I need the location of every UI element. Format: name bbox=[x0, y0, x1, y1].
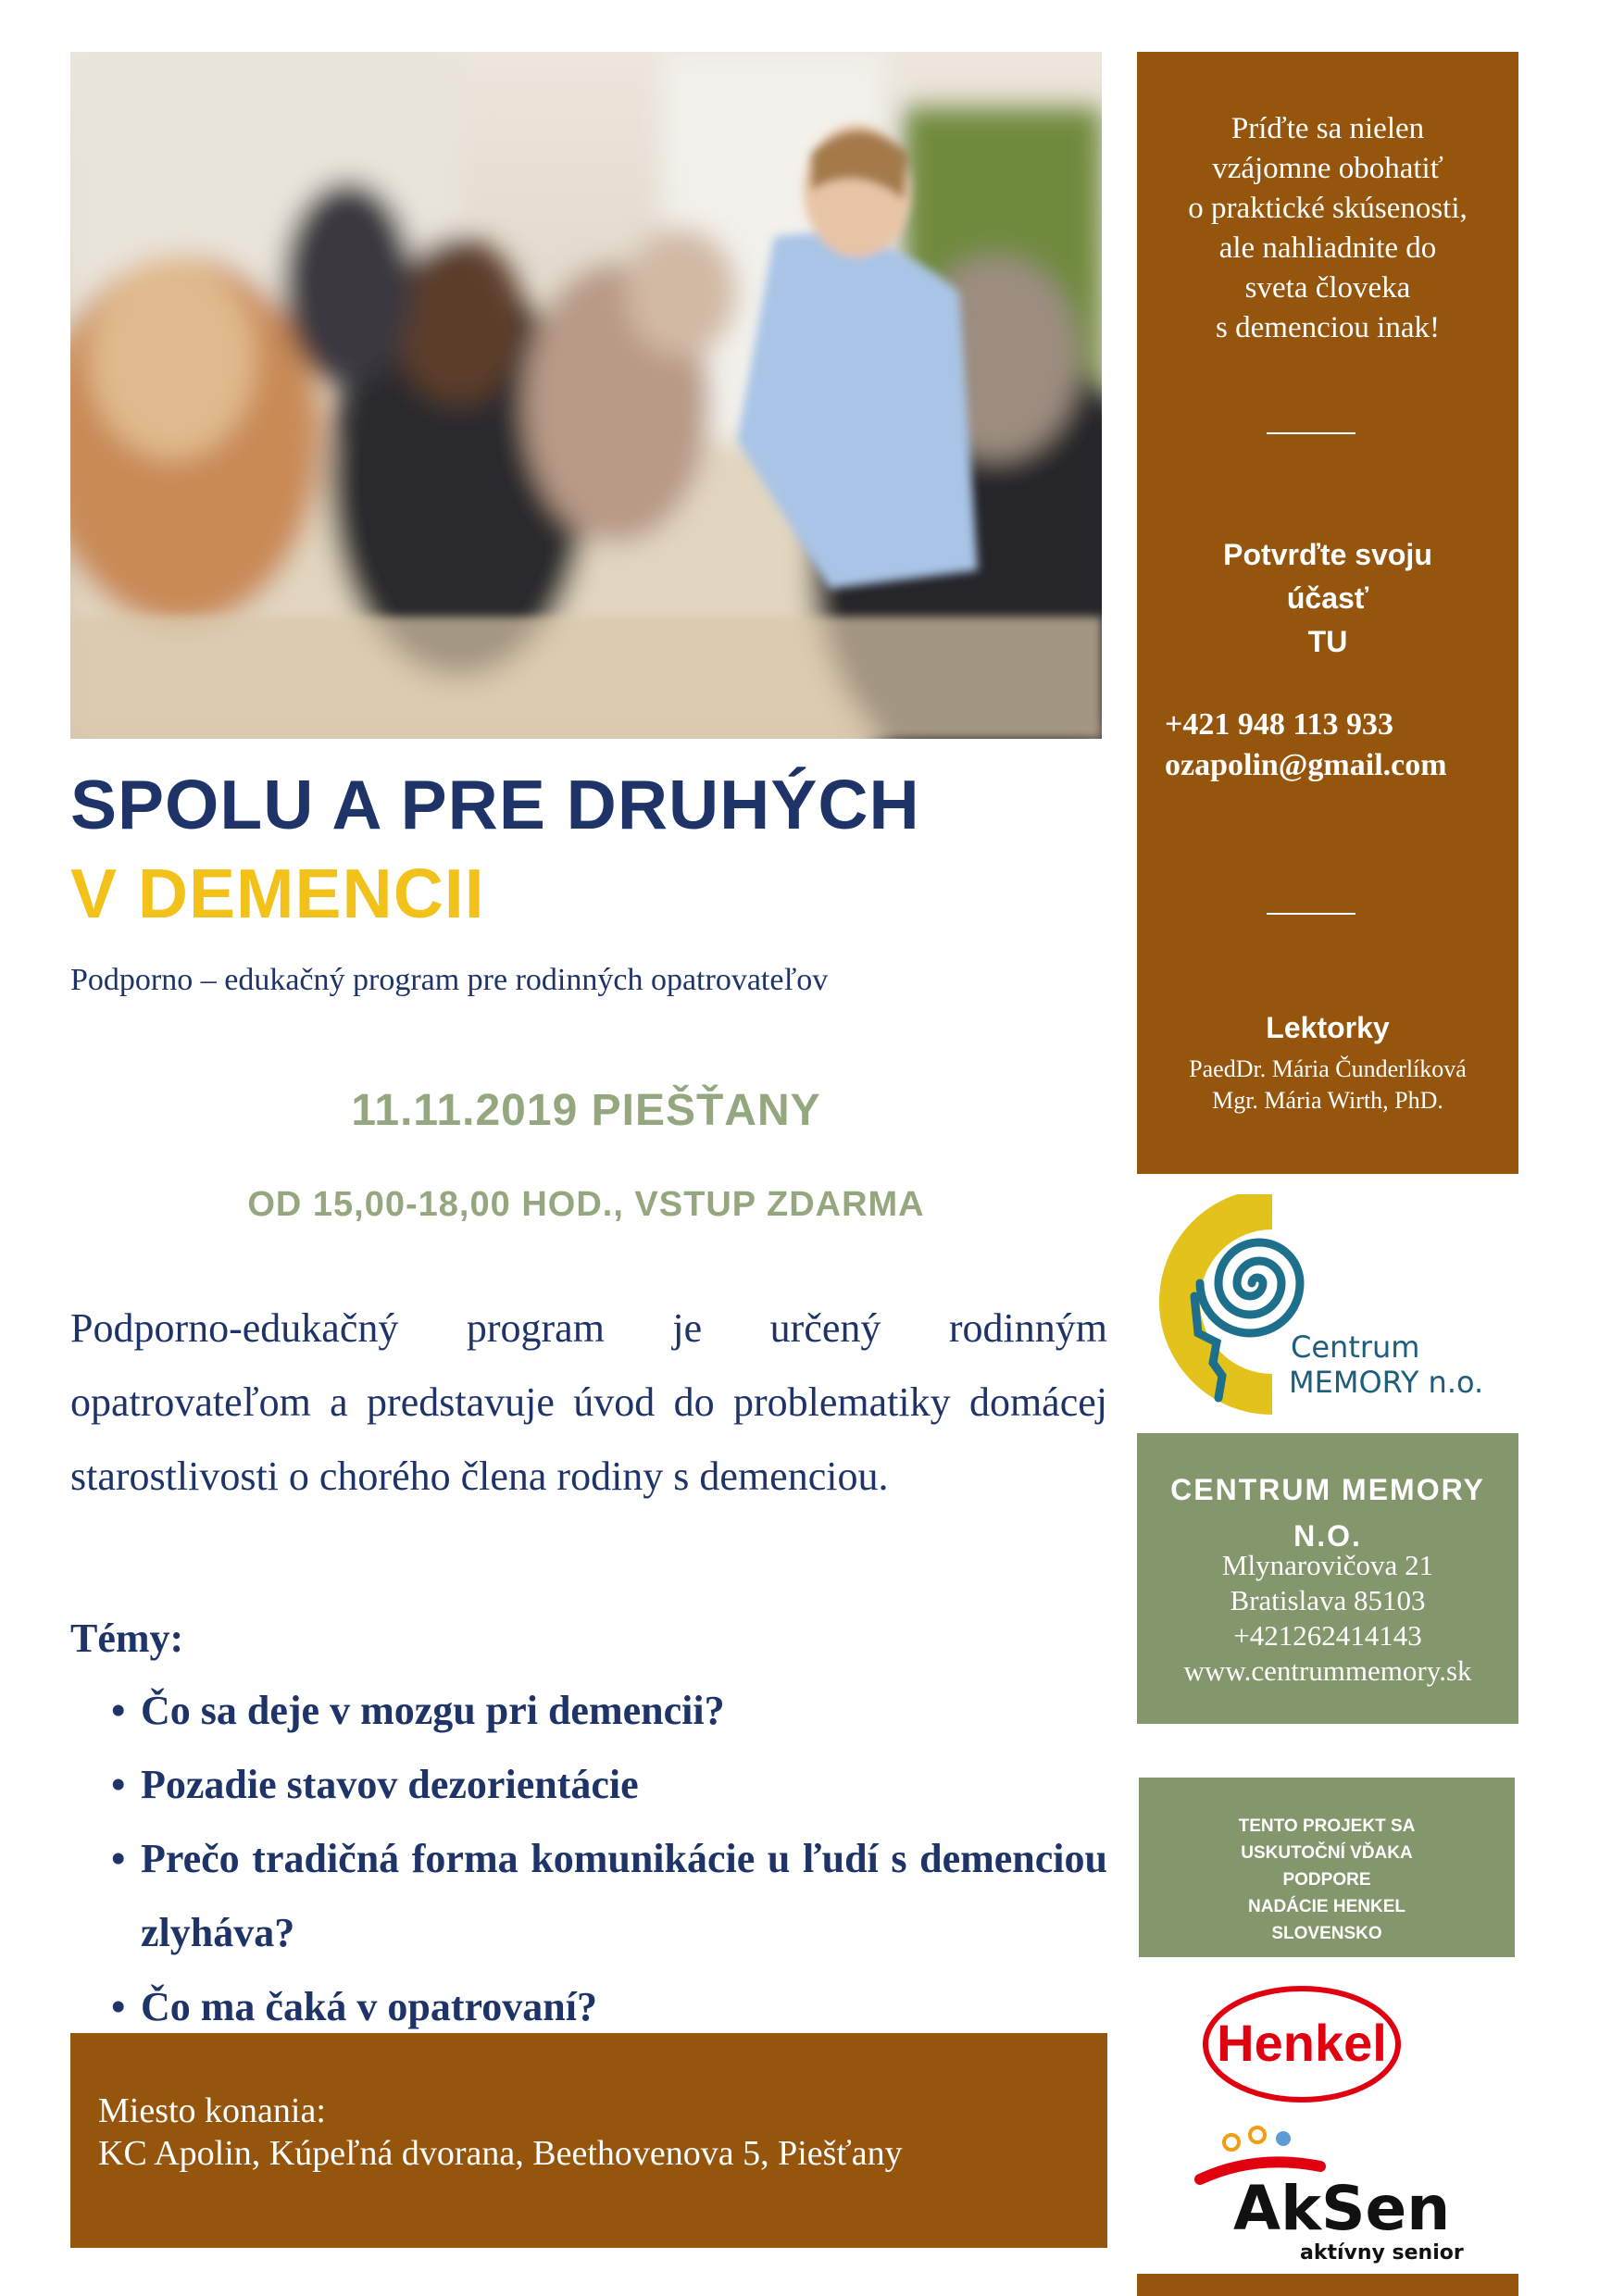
henkel-logo bbox=[1200, 1983, 1404, 2105]
workshop-photo-illustration bbox=[70, 52, 1102, 739]
invite-line: s demenciou inak! bbox=[1216, 311, 1440, 344]
organizer-website[interactable]: www.centrummemory.sk bbox=[1183, 1654, 1472, 1687]
logo-text-centrum: Centrum bbox=[1291, 1329, 1420, 1365]
divider bbox=[1267, 913, 1355, 915]
invite-line: sveta človeka bbox=[1244, 271, 1411, 305]
confirm-line: Potvrďte svoju bbox=[1223, 538, 1432, 571]
organizer-name bbox=[1137, 1466, 1518, 1559]
sponsor-line: USKUTOČNÍ VĎAKA bbox=[1241, 1843, 1413, 1863]
bullet-icon: • bbox=[111, 1688, 126, 1733]
topic-text: Čo sa deje v mozgu pri demencii? bbox=[141, 1688, 725, 1733]
invite-line: vzájomne obohatiť bbox=[1212, 152, 1443, 185]
event-subtitle: Podporno – edukačný program pre rodinných opatrovateľov bbox=[70, 963, 829, 997]
bullet-icon: • bbox=[111, 1836, 126, 1881]
venue-box bbox=[70, 2033, 1107, 2248]
topic-text: Čo ma čaká v opatrovaní? bbox=[141, 1984, 597, 2029]
sponsor-line: NADÁCIE HENKEL bbox=[1248, 1897, 1405, 1916]
invite-line: ale nahliadnite do bbox=[1218, 231, 1437, 265]
venue-label: Miesto konania: bbox=[98, 2091, 326, 2130]
event-date-place: 11.11.2019 PIEŠŤANY bbox=[351, 1086, 821, 1135]
aksen-logo-graphic bbox=[1191, 2120, 1468, 2268]
aksen-wordmark: AkSen bbox=[1233, 2173, 1451, 2244]
lecturers-title: Lektorky bbox=[1266, 1011, 1390, 1044]
topic-text: Pozadie stavov dezorientácie bbox=[141, 1762, 639, 1807]
invite-line: o praktické skúsenosti, bbox=[1188, 192, 1468, 225]
contact-email[interactable]: ozapolin@gmail.com bbox=[1165, 748, 1447, 782]
organizer-city: Bratislava 85103 bbox=[1230, 1584, 1426, 1616]
organizer-name-line: N.O. bbox=[1293, 1519, 1362, 1553]
confirm-line: účasť bbox=[1286, 581, 1369, 615]
topic-text: Prečo tradičná forma komunikácie u ľudí s demenciou zlyháva? bbox=[141, 1836, 1107, 1955]
lecturer-name: Mgr. Mária Wirth, PhD. bbox=[1212, 1087, 1443, 1114]
event-title-line-1: SPOLU A PRE DRUHÝCH bbox=[70, 766, 920, 843]
centrum-memory-logo bbox=[1133, 1194, 1504, 1416]
logo-text-memory: MEMORY n.o. bbox=[1289, 1365, 1484, 1400]
lecturers-list bbox=[1137, 1054, 1518, 1117]
invite-line: Príďte sa nielen bbox=[1230, 112, 1425, 145]
organizer-address bbox=[1137, 1548, 1518, 1689]
event-time-entry: OD 15,00-18,00 HOD., VSTUP ZDARMA bbox=[247, 1185, 925, 1224]
confirm-attendance bbox=[1137, 533, 1518, 664]
sponsor-box bbox=[1139, 1778, 1515, 1957]
sponsor-line: TENTO PROJEKT SA bbox=[1238, 1816, 1416, 1836]
list-item bbox=[70, 1674, 1107, 1748]
organizer-name-line: CENTRUM MEMORY bbox=[1170, 1473, 1485, 1506]
sponsor-line: SLOVENSKO bbox=[1271, 1924, 1382, 1943]
intro-paragraph: Podporno-edukačný program je určený rodinným opatrovateľom a predstavuje úvod do problematiky domácej starostlivosti o chorého člena rodiny s demenciou. bbox=[70, 1305, 1107, 1499]
topics-heading: Témy: bbox=[70, 1616, 184, 1661]
sponsor-line: PODPORE bbox=[1282, 1870, 1371, 1890]
henkel-logo-graphic bbox=[1200, 1983, 1404, 2105]
lecturer-name: PaedDr. Mária Čunderlíková bbox=[1189, 1055, 1467, 1082]
divider bbox=[1267, 432, 1355, 434]
centrum-memory-logo-graphic bbox=[1133, 1194, 1504, 1416]
bottom-accent-bar bbox=[1137, 2274, 1518, 2296]
bullet-icon: • bbox=[111, 1984, 126, 2029]
henkel-wordmark: Henkel bbox=[1217, 2014, 1387, 2072]
bullet-icon: • bbox=[111, 1762, 126, 1807]
organizer-box bbox=[1137, 1433, 1518, 1724]
list-item bbox=[70, 1748, 1107, 1822]
topics-list bbox=[70, 1674, 1107, 2044]
organizer-street: Mlynarovičova 21 bbox=[1221, 1549, 1434, 1581]
confirm-link[interactable]: TU bbox=[1307, 625, 1348, 658]
event-title-line-2: V DEMENCII bbox=[70, 855, 485, 932]
contact-phone: +421 948 113 933 bbox=[1165, 707, 1393, 742]
invite-text bbox=[1137, 109, 1518, 348]
list-item bbox=[70, 1822, 1107, 1970]
aksen-tagline: aktívny senior bbox=[1300, 2241, 1464, 2265]
aksen-logo bbox=[1191, 2120, 1468, 2268]
organizer-phone: +421262414143 bbox=[1233, 1619, 1422, 1652]
venue-address: KC Apolin, Kúpeľná dvorana, Beethovenova 5, Piešťany bbox=[98, 2134, 903, 2173]
workshop-photo bbox=[70, 52, 1102, 739]
sponsor-text bbox=[1139, 1813, 1515, 1947]
sidebar-invitation bbox=[1137, 52, 1518, 1174]
